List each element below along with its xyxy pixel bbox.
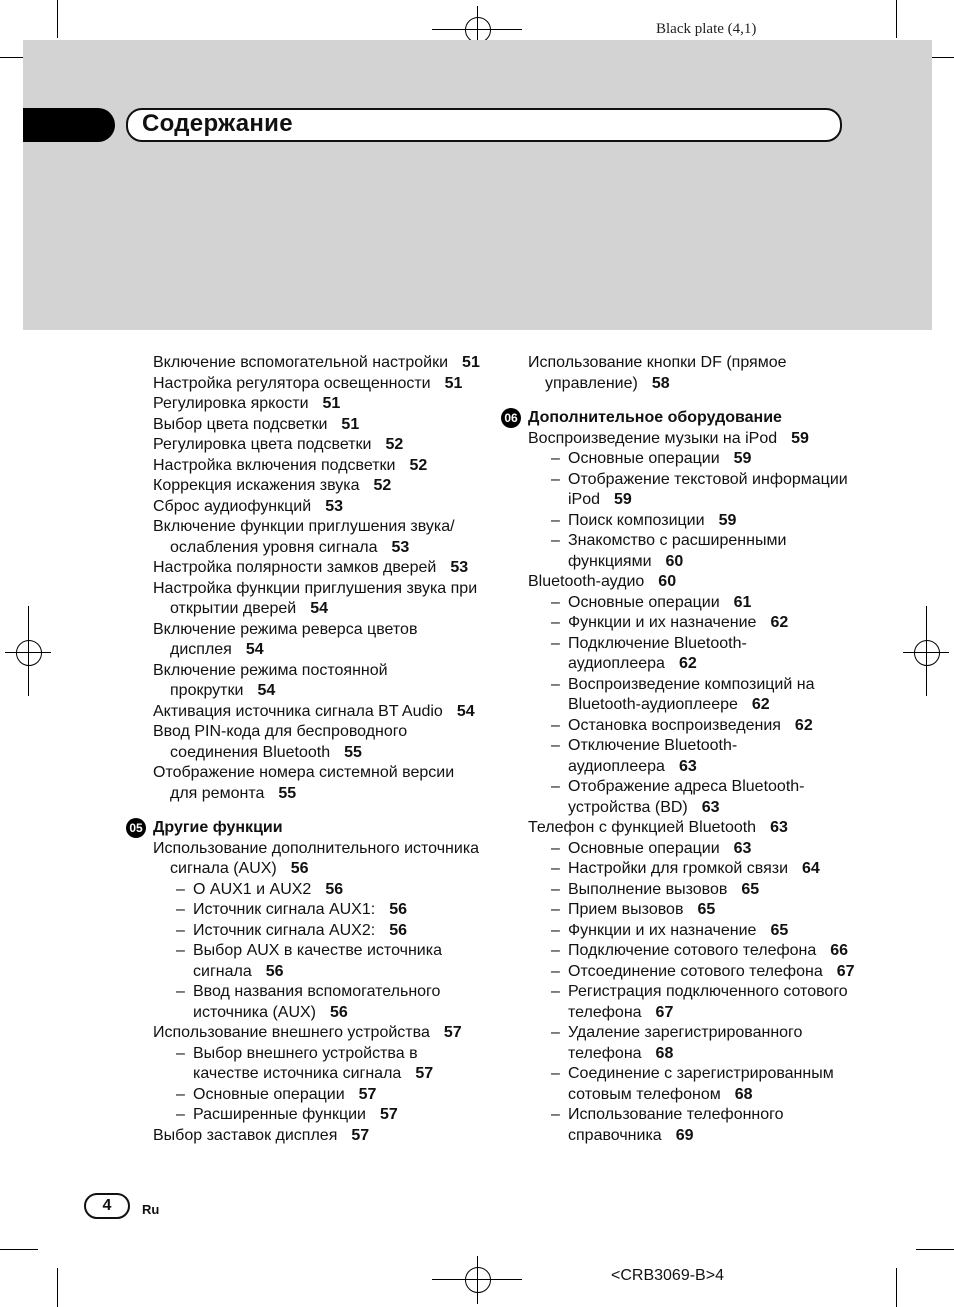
toc-subentry (528, 736, 858, 777)
toc-subentry (528, 1023, 858, 1064)
dash-bullet: – (551, 716, 560, 734)
toc-entry (153, 517, 483, 558)
toc-entry (153, 702, 483, 723)
toc-entry (153, 839, 483, 880)
registration-target-icon (465, 1267, 491, 1293)
toc-entry-title: Отображение номера системной версии для ремонта (153, 764, 455, 802)
toc-subentry (528, 675, 858, 716)
toc-page-number: 51 (462, 354, 480, 371)
header-band (23, 40, 932, 330)
toc-entry-title: Отображение адреса Bluetooth- устройства (BD) (568, 778, 805, 816)
toc-page-number: 62 (770, 614, 789, 631)
toc-subentry (153, 982, 483, 1023)
toc-page-number: 65 (741, 880, 760, 898)
registration-target-icon (16, 640, 42, 666)
toc-page-number: 53 (325, 497, 343, 515)
toc-page-number: 57 (351, 1126, 370, 1144)
toc-entry (153, 374, 483, 395)
toc-subentry (528, 982, 858, 1023)
toc-page-number: 52 (373, 477, 392, 494)
section-number-badge: 06 (501, 408, 521, 428)
toc-entry-title: Использование дополнительного источника сигнала (AUX) (153, 839, 480, 877)
toc-page-number: 55 (344, 743, 362, 761)
toc-subentry (528, 859, 858, 880)
toc-entry-title: Включение функции приглушения звука/ ослабления уровня сигнала (153, 518, 455, 556)
toc-entry (153, 579, 483, 620)
toc-left-column (129, 353, 483, 1146)
dash-bullet: – (551, 1065, 560, 1082)
toc-entry-title: Сброс аудиофункций (153, 497, 312, 515)
toc-page-number: 62 (751, 696, 770, 713)
toc-page-number: 65 (770, 921, 789, 939)
toc-subentry (528, 511, 858, 532)
dash-bullet: – (551, 880, 560, 898)
dash-bullet: – (176, 1085, 185, 1103)
toc-page-number: 57 (443, 1024, 462, 1041)
crop-mark (896, 0, 897, 38)
toc-page-number: 59 (718, 511, 737, 529)
toc-entry-title: Источник сигнала AUX1: (193, 901, 376, 918)
dash-bullet: – (176, 921, 185, 939)
toc-page-number: 56 (290, 860, 309, 877)
toc-entry (153, 1023, 483, 1044)
dash-bullet: – (551, 778, 560, 795)
dash-bullet: – (551, 860, 560, 877)
dash-bullet: – (176, 983, 185, 1000)
toc-entry-title: Ввод PIN-кода для беспроводного соединения Bluetooth (153, 723, 408, 761)
toc-entry (153, 435, 483, 456)
toc-page-number: 54 (310, 600, 329, 617)
dash-bullet: – (551, 614, 560, 631)
dash-bullet: – (551, 511, 560, 529)
toc-subentry (153, 1105, 483, 1126)
toc-page-number: 52 (409, 456, 428, 474)
toc-entry-title: Настройка регулятора освещенности (153, 374, 431, 392)
toc-entry-title: Выбор внешнего устройства в качестве источника сигнала (193, 1044, 418, 1082)
toc-page-number: 58 (651, 374, 670, 392)
toc-entry-title: Воспроизведение музыки на iPod (528, 429, 778, 447)
toc-entry-title: Отсоединение сотового телефона (568, 962, 823, 980)
toc-page-number: 56 (389, 921, 407, 939)
toc-entry-title: Функции и их назначение (568, 614, 757, 631)
page-title: Содержание (142, 110, 293, 137)
toc-entry (153, 353, 483, 374)
toc-entry (153, 497, 483, 518)
dash-bullet: – (551, 470, 560, 488)
dash-bullet: – (551, 634, 560, 652)
toc-entry-title: Использование телефонного справочника (568, 1106, 784, 1144)
page-number: 4 (84, 1193, 130, 1219)
toc-entry (153, 558, 483, 579)
toc-page-number: 62 (794, 716, 813, 734)
toc-entry-title: Выбор AUX в качестве источника сигнала (193, 942, 442, 980)
dash-bullet: – (176, 901, 185, 918)
dash-bullet: – (551, 1106, 560, 1123)
section-tab (23, 108, 115, 142)
toc-page-number: 56 (389, 901, 407, 918)
toc-page-number: 59 (614, 491, 632, 508)
dash-bullet: – (176, 880, 185, 898)
language-code: Ru (142, 1202, 160, 1217)
crop-mark (916, 1249, 954, 1250)
registration-line (28, 606, 29, 696)
toc-page-number: 68 (734, 1085, 753, 1103)
toc-page-number: 60 (658, 573, 677, 590)
toc-page-number: 54 (456, 702, 475, 720)
toc-subentry (528, 634, 858, 675)
dash-bullet: – (551, 1024, 560, 1041)
toc-page-number: 60 (665, 552, 684, 570)
toc-subentry (153, 880, 483, 901)
toc-entry-title: Удаление зарегистрированного телефона (568, 1024, 803, 1062)
toc-entry (153, 661, 483, 702)
toc-subentry (153, 1085, 483, 1106)
registration-target-icon (914, 640, 940, 666)
toc-entry (153, 394, 483, 415)
toc-page-number: 51 (322, 395, 341, 412)
toc-page-number: 57 (379, 1106, 398, 1123)
toc-page-number: 53 (450, 559, 469, 576)
toc-entry (153, 763, 483, 804)
toc-entry-title: Активация источника сигнала BT Audio (153, 702, 443, 720)
toc-subentry (528, 593, 858, 614)
toc-subentry (528, 777, 858, 818)
toc-entry (528, 353, 858, 394)
toc-subentry (528, 880, 858, 901)
toc-entry-title: Настройки для громкой связи (568, 860, 789, 877)
toc-page-number: 63 (701, 798, 720, 816)
toc-subentry (528, 921, 858, 942)
toc-subentry (528, 1105, 858, 1146)
toc-page-number: 67 (655, 1003, 674, 1021)
toc-entry-title: Подключение сотового телефона (568, 942, 817, 959)
toc-entry-title: Знакомство с расширенными функциями (568, 532, 787, 570)
toc-page-number: 56 (330, 1003, 348, 1021)
dash-bullet: – (551, 532, 560, 549)
toc-subentry (528, 941, 858, 962)
toc-page-number: 62 (678, 655, 697, 672)
toc-entry-title: Прием вызовов (568, 901, 684, 918)
toc-entry (528, 572, 858, 593)
dash-bullet: – (551, 593, 560, 611)
toc-entry-title: Регулировка цвета подсветки (153, 436, 372, 453)
toc-subentry (153, 1044, 483, 1085)
toc-entry-title: Основные операции (193, 1085, 345, 1103)
toc-entry (153, 722, 483, 763)
toc-entry-title: Выбор заставок дисплея (153, 1126, 338, 1144)
dash-bullet: – (551, 675, 560, 693)
toc-entry-title: Функции и их назначение (568, 921, 757, 939)
toc-page-number: 59 (733, 450, 752, 467)
toc-page-number: 59 (791, 429, 809, 447)
toc-page-number: 54 (257, 682, 276, 699)
section-title: Дополнительное оборудование (528, 409, 782, 426)
toc-entry-title: Ввод названия вспомогательного источника (AUX) (193, 983, 441, 1021)
toc-entry (528, 429, 858, 450)
dash-bullet: – (551, 942, 560, 959)
dash-bullet: – (551, 983, 560, 1000)
crop-mark (57, 0, 58, 38)
toc-page-number: 61 (733, 593, 752, 611)
toc-entry-title: Расширенные функции (193, 1106, 366, 1123)
toc-entry (528, 818, 858, 839)
toc-entry-title: Регулировка яркости (153, 395, 309, 412)
toc-page-number: 63 (733, 839, 752, 857)
dash-bullet: – (176, 1106, 185, 1123)
toc-subentry (528, 839, 858, 860)
document-code: <CRB3069-B>4 (611, 1267, 724, 1284)
toc-entry-title: Включение режима реверса цветов дисплея (153, 620, 418, 658)
dash-bullet: – (551, 450, 560, 467)
dash-bullet: – (176, 1044, 185, 1062)
toc-subentry (528, 613, 858, 634)
toc-page-number: 66 (830, 942, 849, 959)
toc-entry-title: Регистрация подключенного сотового телефона (568, 983, 848, 1021)
toc-page-number: 68 (655, 1044, 674, 1062)
dash-bullet: – (551, 921, 560, 939)
dash-bullet: – (551, 737, 560, 754)
toc-entry-title: Отключение Bluetooth- аудиоплеера (568, 737, 738, 775)
dash-bullet: – (551, 901, 560, 918)
toc-page-number: 64 (802, 860, 820, 877)
toc-page-number: 56 (265, 962, 284, 980)
crop-mark (0, 1249, 38, 1250)
toc-entry-title: Коррекция искажения звука (153, 477, 360, 494)
toc-subentry (528, 716, 858, 737)
toc-entry-title: Настройка включения подсветки (153, 456, 396, 474)
registration-line (477, 1256, 478, 1304)
toc-entry (153, 620, 483, 661)
toc-entry-title: Остановка воспроизведения (568, 716, 781, 734)
toc-page-number: 63 (770, 819, 788, 836)
crop-mark (896, 1268, 897, 1307)
toc-entry-title: Выполнение вызовов (568, 880, 728, 898)
toc-page-number: 54 (245, 641, 264, 658)
toc-entry-title: Включение режима постоянной прокрутки (153, 661, 388, 699)
toc-entry (153, 1126, 483, 1147)
toc-entry-title: Использование внешнего устройства (153, 1024, 430, 1041)
toc-subentry (153, 921, 483, 942)
toc-section-heading (129, 818, 483, 839)
toc-entry-title: Основные операции (568, 839, 720, 857)
crop-mark (57, 1268, 58, 1307)
plate-label: Black plate (4,1) (656, 21, 757, 37)
toc-page-number: 51 (444, 374, 463, 392)
toc-subentry (153, 900, 483, 921)
section-title: Другие функции (153, 819, 283, 836)
toc-entry-title: Воспроизведение композиций на Bluetooth-аудиоплеере (568, 675, 815, 713)
toc-entry-title: Телефон с функцией Bluetooth (528, 819, 757, 836)
toc-subentry (528, 449, 858, 470)
toc-entry-title: Включение вспомогательной настройки (153, 354, 449, 371)
toc-entry-title: Соединение с зарегистрированным сотовым телефоном (568, 1065, 834, 1103)
toc-entry-title: Отображение текстовой информации iPod (568, 470, 848, 508)
toc-page-number: 57 (415, 1065, 434, 1082)
toc-subentry (528, 900, 858, 921)
toc-entry-title: Настройка полярности замков дверей (153, 559, 437, 576)
toc-subentry (528, 470, 858, 511)
toc-right-column (504, 353, 858, 1146)
toc-page-number: 51 (341, 415, 360, 433)
toc-entry-title: О AUX1 и AUX2 (193, 880, 312, 898)
toc-page-number: 67 (836, 962, 855, 980)
toc-entry (153, 476, 483, 497)
toc-entry-title: Поиск композиции (568, 511, 705, 529)
toc-entry (153, 456, 483, 477)
toc-page-number: 55 (278, 784, 297, 802)
toc-entry-title: Bluetooth-аудио (528, 573, 645, 590)
toc-entry (153, 415, 483, 436)
toc-subentry (528, 531, 858, 572)
dash-bullet: – (551, 839, 560, 857)
toc-entry-title: Использование кнопки DF (прямое управление) (528, 354, 787, 392)
toc-entry-title: Подключение Bluetooth- аудиоплеера (568, 634, 747, 672)
toc-subentry (153, 941, 483, 982)
toc-entry-title: Выбор цвета подсветки (153, 415, 328, 433)
toc-page-number: 65 (697, 901, 716, 918)
toc-section-heading (504, 408, 858, 429)
dash-bullet: – (551, 962, 560, 980)
toc-entry-title: Основные операции (568, 450, 720, 467)
registration-line (926, 606, 927, 696)
toc-page-number: 56 (325, 880, 344, 898)
toc-page-number: 63 (678, 757, 697, 775)
toc-entry-title: Настройка функции приглушения звука при открытии дверей (153, 579, 478, 617)
toc-page-number: 53 (391, 538, 410, 556)
toc-entry-title: Источник сигнала AUX2: (193, 921, 376, 939)
toc-subentry (528, 1064, 858, 1105)
toc-subentry (528, 962, 858, 983)
toc-page-number: 52 (385, 436, 404, 453)
toc-page-number: 69 (675, 1126, 694, 1144)
toc-page-number: 57 (358, 1085, 377, 1103)
dash-bullet: – (176, 942, 185, 959)
section-number-badge: 05 (126, 818, 146, 838)
toc-entry-title: Основные операции (568, 593, 720, 611)
